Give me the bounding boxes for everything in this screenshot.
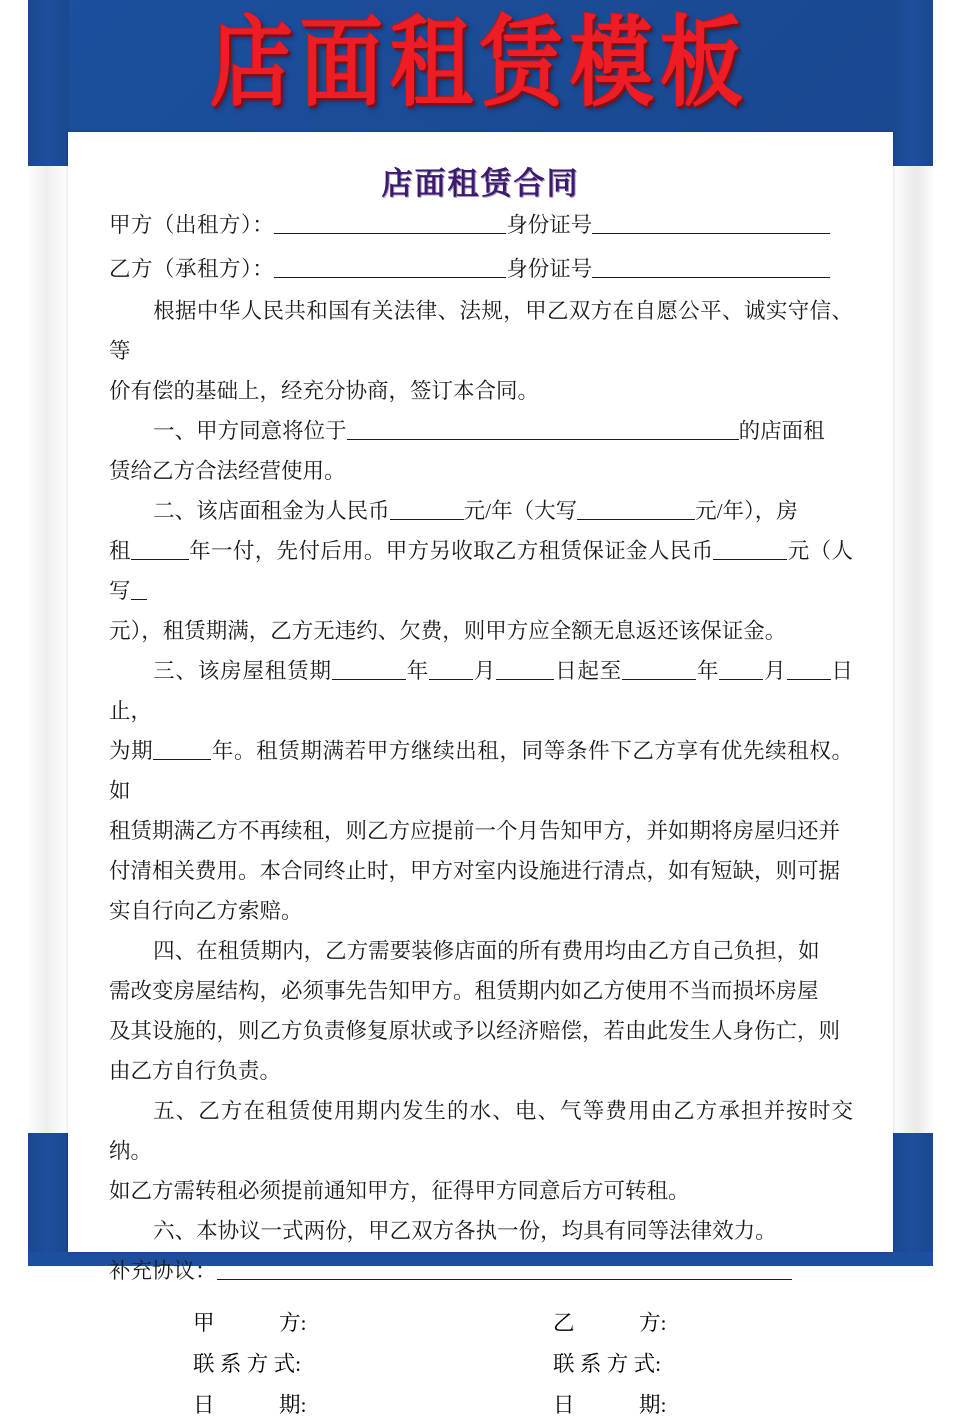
clause-2-rent-words-blank[interactable] xyxy=(577,496,695,520)
clause-3-end-month-blank[interactable] xyxy=(719,656,763,680)
party-b-label: 乙方（承租方）： xyxy=(109,257,275,281)
clause-5-text-a: 乙方在租赁使用期内发生的水、电、气等费用由乙方承担并按时交纳。 xyxy=(109,1099,853,1163)
clause-3-line-2 xyxy=(109,731,853,811)
clause-4-line-4: 由乙方自行负责。 xyxy=(109,1059,282,1083)
preamble-line-2: 价有偿的基础上，经充分协商，签订本合同。 xyxy=(109,379,540,403)
contract-paper xyxy=(68,132,893,1417)
contract-body xyxy=(68,203,893,1291)
clause-3-text-d: 日起至 xyxy=(554,659,623,683)
clause-2-text-d: 租 xyxy=(109,539,131,563)
clause-4-line-3: 及其设施的，则乙方负责修复原状或予以经济赔偿，若由此发生人身伤亡，则 xyxy=(109,1019,841,1043)
clause-3-line-1 xyxy=(109,651,853,731)
party-a-id-label: 身份证号 xyxy=(506,213,593,237)
clause-1-line-1 xyxy=(109,411,853,451)
clause-3-text-g: 日止， xyxy=(109,659,853,723)
clause-2-line-2 xyxy=(109,531,853,611)
clause-3-text-b: 年 xyxy=(405,659,430,683)
clause-2-years-blank[interactable] xyxy=(131,536,189,560)
signature-contact-a-cell xyxy=(109,1344,469,1385)
clause-3-number: 三、 xyxy=(153,659,198,683)
clause-3-line-4: 付清相关费用。本合同终止时，甲方对室内设施进行清点，如有短缺，则可据 xyxy=(109,859,841,883)
party-a-row xyxy=(109,203,853,247)
poster-side-highlight-right xyxy=(892,166,933,1133)
clause-6-text-a: 本协议一式两份，甲乙双方各执一份，均具有同等法律效力。 xyxy=(196,1219,777,1243)
clause-3-start-month-blank[interactable] xyxy=(429,656,473,680)
party-b-id-label: 身份证号 xyxy=(506,257,593,281)
party-a-id-blank[interactable] xyxy=(592,210,830,234)
clause-2-line-3: 元），租赁期满，乙方无违约、欠费，则甲方应全额无息返还该保证金。 xyxy=(109,619,787,643)
supplement-row xyxy=(109,1251,853,1291)
clause-2-line-1 xyxy=(109,491,853,531)
clause-3-text-e: 年 xyxy=(696,659,720,683)
clause-6-number: 六、 xyxy=(153,1219,197,1243)
supplement-blank[interactable] xyxy=(217,1256,792,1280)
signature-date-b-cell xyxy=(469,1385,829,1426)
clause-5-number: 五、 xyxy=(153,1099,199,1123)
clause-3-end-day-blank[interactable] xyxy=(787,656,831,680)
clause-3-line-5: 实自行向乙方索赔。 xyxy=(109,899,303,923)
signature-row-party xyxy=(109,1303,853,1344)
signature-contact-b-cell xyxy=(469,1344,829,1385)
preamble-line-1: 根据中华人民共和国有关法律、法规，甲乙双方在自愿公平、诚实守信、等 xyxy=(109,299,853,363)
clause-2-text-b: 元/年（大写 xyxy=(463,499,578,523)
clause-2-deposit-blank[interactable] xyxy=(713,536,787,560)
party-b-row xyxy=(109,247,853,291)
clause-3-text-c: 月 xyxy=(473,659,497,683)
clause-1-line-2: 赁给乙方合法经营使用。 xyxy=(109,459,346,483)
signature-row-contact xyxy=(109,1344,853,1385)
clause-2-text-a: 该店面租金为人民币 xyxy=(196,499,390,523)
party-b-name-blank[interactable] xyxy=(274,254,506,278)
signature-date-b-label: 日 期: xyxy=(553,1393,667,1417)
clause-3-text-a: 该房屋租赁期 xyxy=(197,659,332,683)
signature-contact-b-label: 联 系 方 式: xyxy=(553,1352,662,1376)
clause-3-start-day-blank[interactable] xyxy=(496,656,554,680)
signature-contact-a-label: 联 系 方 式: xyxy=(193,1352,302,1376)
signature-date-a-cell xyxy=(109,1385,469,1426)
clause-2-text-f: 元（人写 xyxy=(109,539,853,603)
clause-3-term-blank[interactable] xyxy=(153,736,211,760)
signature-party-b-label: 乙 方: xyxy=(553,1311,667,1335)
clause-4-line-2: 需改变房屋结构，必须事先告知甲方。租赁期内如乙方使用不当而损坏房屋 xyxy=(109,979,819,1003)
signature-party-b-cell xyxy=(469,1303,829,1344)
signature-row-date xyxy=(109,1385,853,1426)
clause-3-end-year-blank[interactable] xyxy=(622,656,696,680)
supplement-label: 补充协议： xyxy=(109,1259,217,1283)
clause-1-text-b: 的店面租 xyxy=(738,419,825,443)
signature-party-a-label: 甲 方: xyxy=(193,1311,307,1335)
poster-side-highlight-left xyxy=(28,166,69,1133)
clause-2-text-c: 元/年），房 xyxy=(695,499,798,523)
poster-headline: 店面租赁模板 xyxy=(210,5,750,121)
clause-4-number: 四、 xyxy=(153,939,197,963)
signature-date-a-label: 日 期: xyxy=(193,1393,307,1417)
signature-party-a-cell xyxy=(109,1303,469,1344)
clause-2-deposit-words-blank[interactable] xyxy=(131,576,147,600)
clause-4-line-1 xyxy=(109,931,853,971)
contract-title: 店面租赁合同 xyxy=(381,166,580,202)
party-a-label: 甲方（出租方）： xyxy=(109,213,275,237)
party-a-name-blank[interactable] xyxy=(274,210,506,234)
clause-3-text-f: 月 xyxy=(763,659,787,683)
clause-3-line-3: 租赁期满乙方不再续租，则乙方应提前一个月告知甲方，并如期将房屋归还并 xyxy=(109,819,841,843)
clause-2-text-e: 年一付，先付后用。甲方另收取乙方租赁保证金人民币 xyxy=(188,539,714,563)
clause-5-line-1 xyxy=(109,1091,853,1171)
clause-1-address-blank[interactable] xyxy=(347,416,739,440)
clause-2-rent-blank[interactable] xyxy=(390,496,464,520)
clause-1-text-a: 甲方同意将位于 xyxy=(196,419,347,443)
clause-3-start-year-blank[interactable] xyxy=(332,656,406,680)
clause-3-text-i: 年。租赁期满若甲方继续出租，同等条件下乙方享有优先续租权。如 xyxy=(109,739,853,803)
clause-6-line-1 xyxy=(109,1211,853,1251)
party-b-id-blank[interactable] xyxy=(592,254,830,278)
clause-4-text-a: 在租赁期内，乙方需要装修店面的所有费用均由乙方自己负担，如 xyxy=(196,939,820,963)
signature-block xyxy=(68,1303,893,1426)
clause-1-number: 一、 xyxy=(153,419,197,443)
clause-3-text-h: 为期 xyxy=(109,739,154,763)
clause-2-number: 二、 xyxy=(153,499,197,523)
clause-5-line-2: 如乙方需转租必须提前通知甲方，征得甲方同意后方可转租。 xyxy=(109,1179,690,1203)
